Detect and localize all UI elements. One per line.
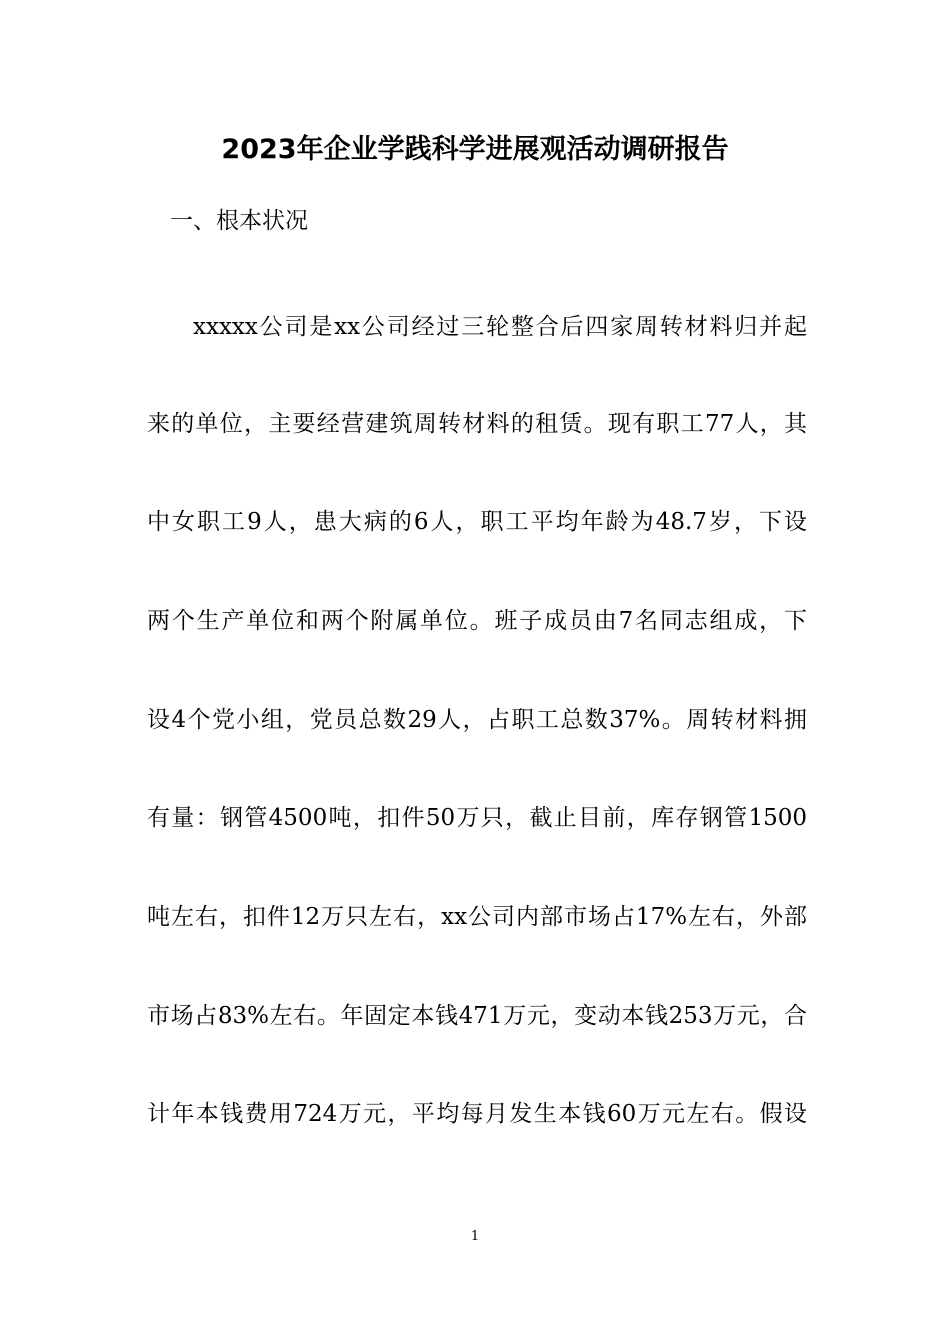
paragraph-line: 中女职工9人，患大病的6人，职工平均年龄为48.7岁，下设	[147, 509, 807, 535]
paragraph-line: xxxxx公司是xx公司经过三轮整合后四家周转材料归并起	[193, 314, 807, 340]
paragraph-line: 来的单位，主要经营建筑周转材料的租赁。现有职工77人，其	[147, 411, 807, 437]
document-title: 2023年企业学践科学进展观活动调研报告	[221, 134, 729, 165]
paragraph-line: 计年本钱费用724万元，平均每月发生本钱60万元左右。假设	[147, 1101, 807, 1127]
paragraph-line: 吨左右，扣件12万只左右，xx公司内部市场占17%左右，外部	[147, 904, 807, 930]
section-heading: 一、根本状况	[170, 208, 308, 234]
paragraph-line: 市场占83%左右。年固定本钱471万元，变动本钱253万元，合	[147, 1003, 807, 1029]
paragraph-line: 设4个党小组，党员总数29人，占职工总数37%。周转材料拥	[147, 707, 807, 733]
page-number: 1	[470, 1229, 480, 1244]
paragraph-line: 有量：钢管4500吨，扣件50万只，截止目前，库存钢管1500	[147, 805, 807, 831]
paragraph-line: 两个生产单位和两个附属单位。班子成员由7名同志组成，下	[147, 608, 807, 634]
